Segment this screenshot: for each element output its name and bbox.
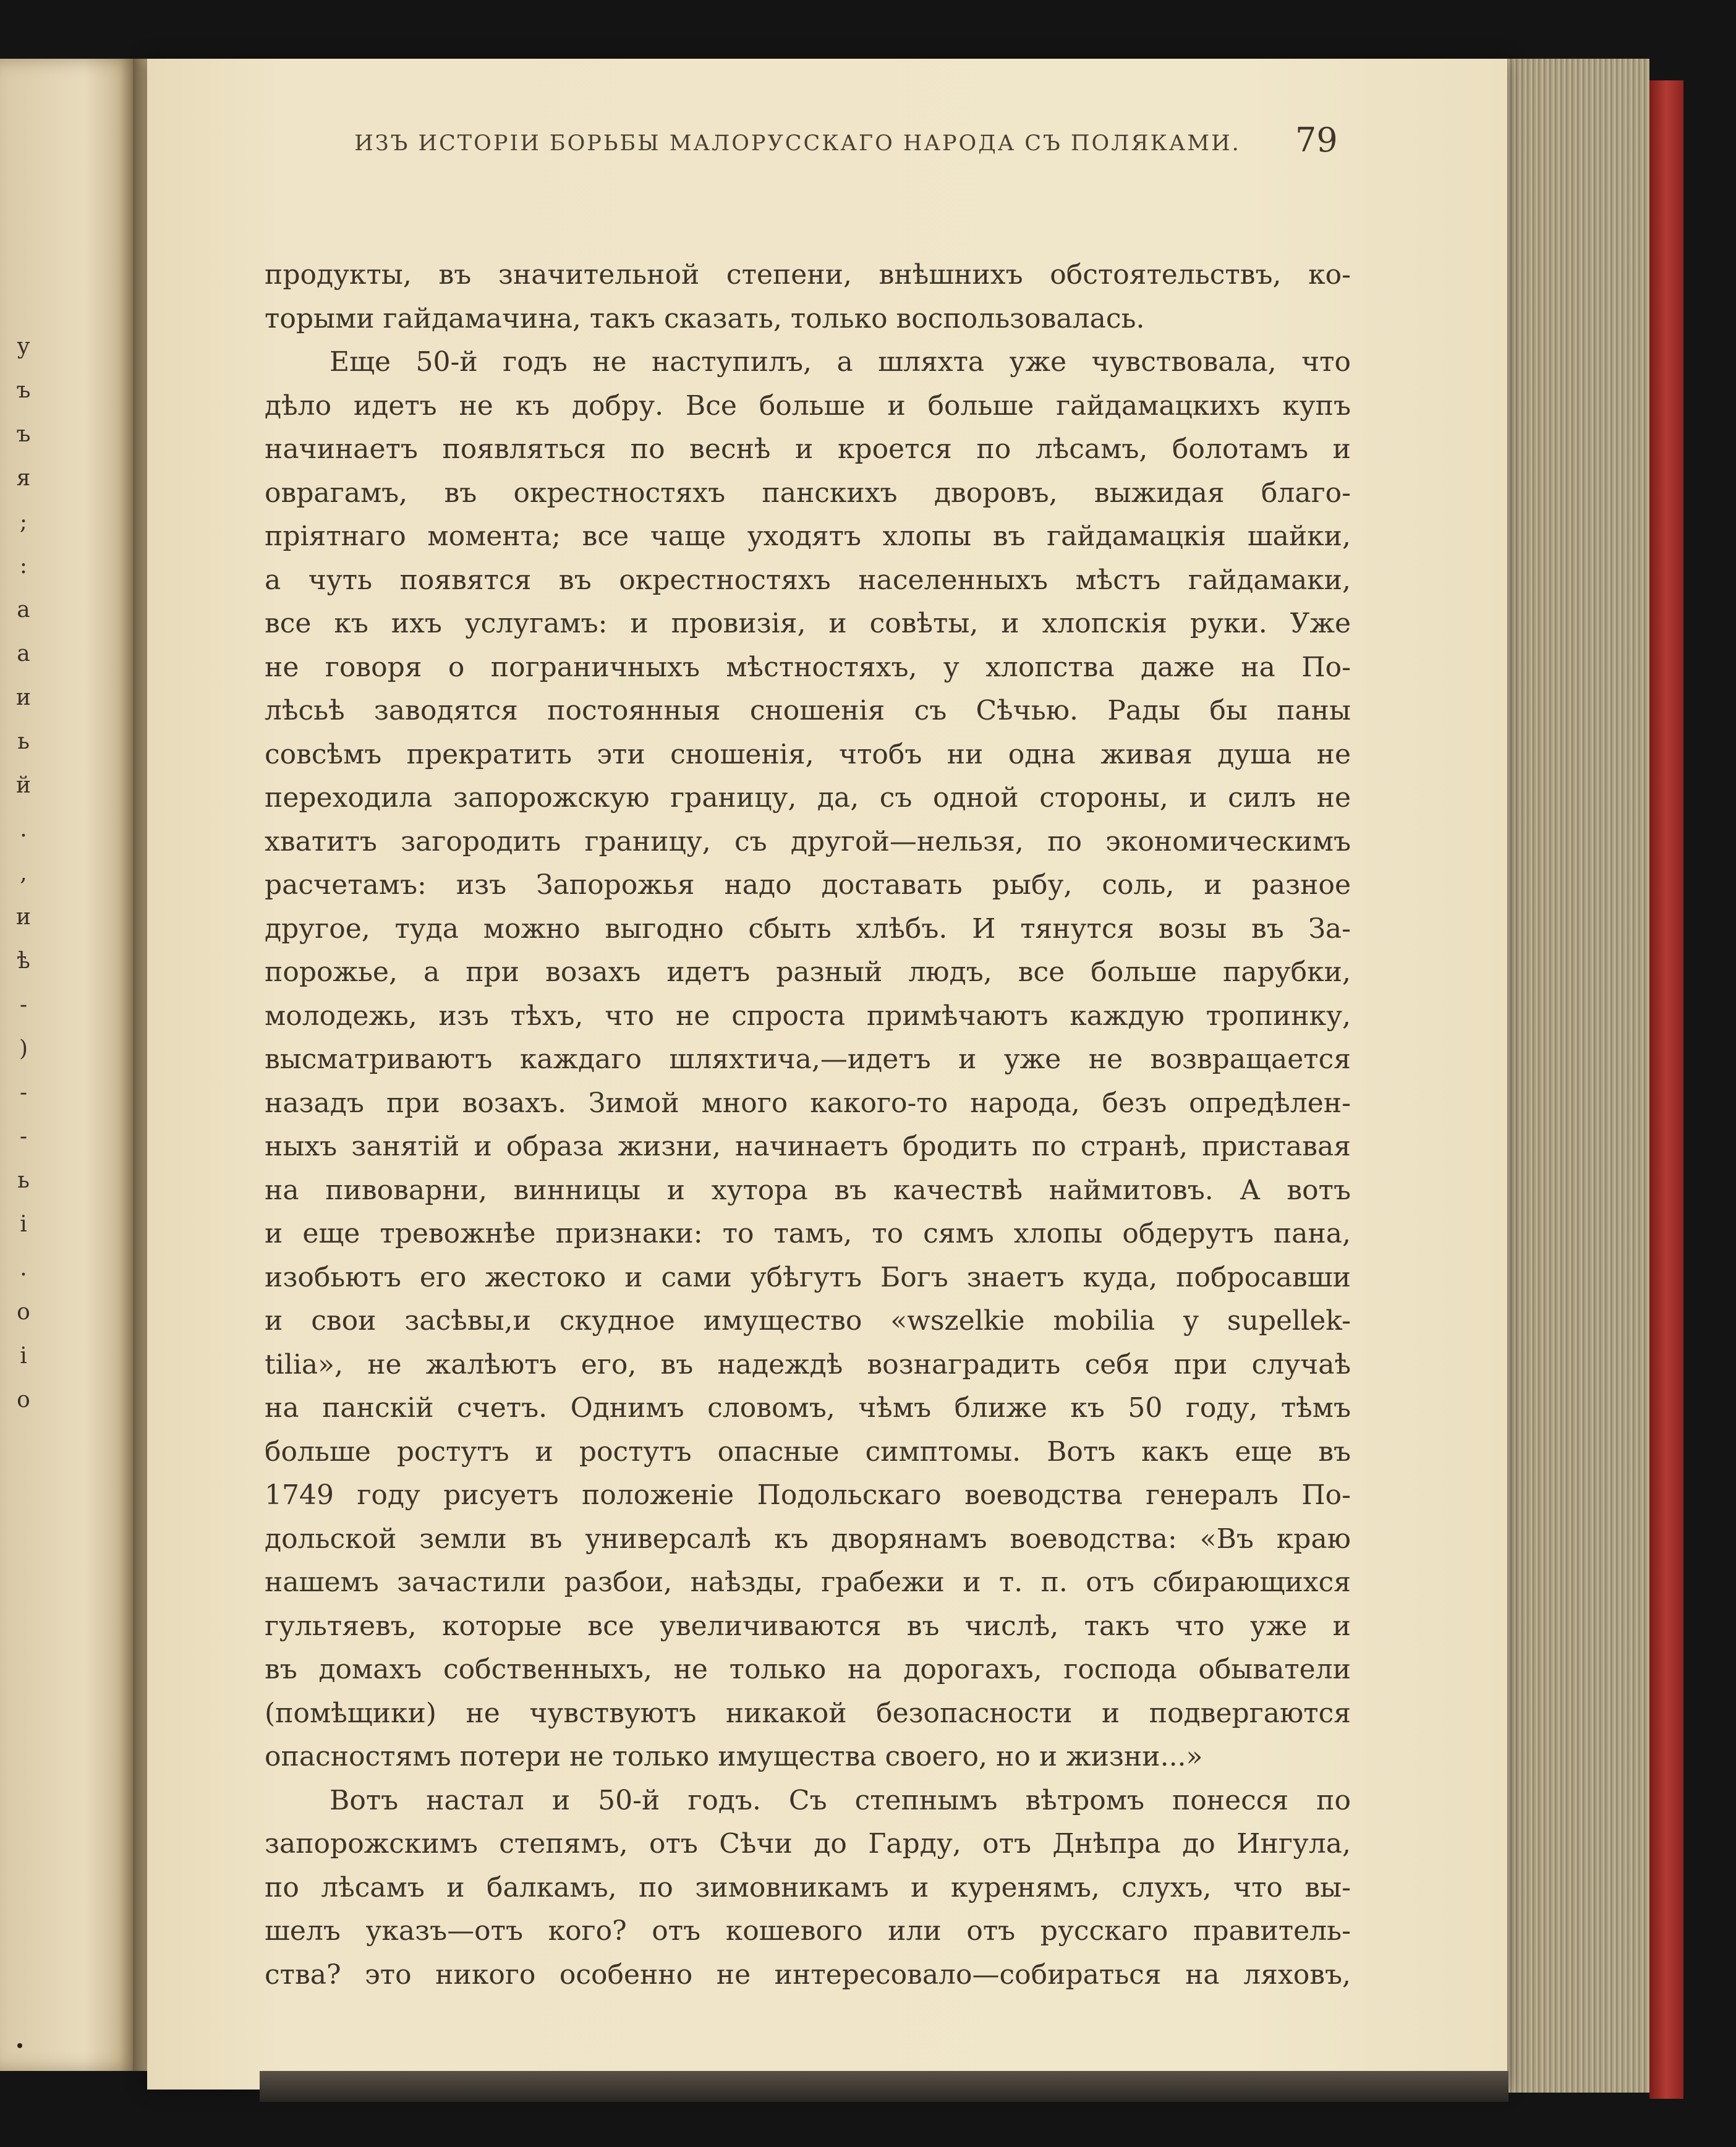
text-line: хватитъ загородить границу, съ другой—нельзя, по экономическимъ <box>265 825 1351 857</box>
text-line: изобьютъ его жестоко и сами убѣгутъ Богъ знаетъ куда, побросавши <box>265 1261 1351 1293</box>
text-line: запорожскимъ степямъ, отъ Сѣчи до Гарду, отъ Днѣпра до Ингула, <box>265 1828 1351 1860</box>
text-line: tilia», не жалѣютъ его, въ надеждѣ вознаградить себя при случаѣ <box>265 1348 1351 1380</box>
left-glyph: о <box>17 1387 30 1413</box>
paper-speck <box>17 2043 22 2048</box>
text-line: переходила запорожскую границу, да, съ одной стороны, и силъ не <box>265 782 1351 814</box>
left-glyph: ) <box>19 1036 28 1061</box>
text-line: торыми гайдамачина, такъ сказать, только воспользовалась. <box>265 302 1145 334</box>
left-glyph: і <box>20 1212 27 1237</box>
body-text <box>265 253 1351 1997</box>
left-page-edge <box>0 59 141 2071</box>
text-line: на пивоварни, винницы и хутора въ качествѣ наймитовъ. А вотъ <box>265 1174 1351 1206</box>
left-glyph: - <box>19 1080 28 1105</box>
left-glyph: и <box>16 685 31 710</box>
text-line: оврагамъ, въ окрестностяхъ панскихъ дворовъ, выжидая благо- <box>265 477 1351 509</box>
left-glyph: . <box>20 817 27 842</box>
left-glyph: і <box>20 1343 27 1369</box>
left-glyph: : <box>19 553 28 579</box>
left-glyph: . <box>20 1256 27 1281</box>
text-line: лѣсьѣ заводятся постоянныя сношенія съ Сѣчью. Рады бы паны <box>265 695 1351 726</box>
text-line: а чуть появятся въ окрестностяхъ населенныхъ мѣстъ гайдамаки, <box>265 564 1351 596</box>
left-glyph: - <box>19 992 28 1018</box>
left-glyph: , <box>20 861 27 886</box>
red-cover-edge <box>1649 80 1683 2099</box>
text-line: ныхъ занятій и образа жизни, начинаетъ бродить по странѣ, приставая <box>265 1131 1351 1162</box>
left-glyph: й <box>16 773 31 798</box>
text-line: на панскій счетъ. Однимъ словомъ, чѣмъ ближе къ 50 году, тѣмъ <box>265 1392 1351 1424</box>
left-glyph: у <box>17 334 30 359</box>
text-line: расчетамъ: изъ Запорожья надо доставать рыбу, соль, и разное <box>265 869 1351 901</box>
text-line: ства? это никого особенно не интересовало—собираться на ляховъ, <box>265 1958 1351 1991</box>
text-line: 1749 году рисуетъ положеніе Подольскаго воеводства генералъ По- <box>265 1479 1351 1511</box>
text-line: начинаетъ появляться по веснѣ и кроется по лѣсамъ, болотамъ и <box>265 433 1351 465</box>
text-line: гультяевъ, которые все увеличиваются въ числѣ, такъ что уже и <box>265 1610 1351 1642</box>
text-line: и еще тревожнѣе признаки: то тамъ, то сямъ хлопы обдерутъ пана, <box>265 1218 1351 1249</box>
text-line: не говоря о пограничныхъ мѣстностяхъ, у хлопства даже на По- <box>265 651 1351 683</box>
text-line: (помѣщики) не чувствуютъ никакой безопасности и подвергаются <box>265 1697 1351 1729</box>
text-line: больше ростутъ и ростутъ опасные симптомы. Вотъ какъ еще въ <box>265 1435 1351 1468</box>
text-line: дѣло идетъ не къ добру. Все больше и больше гайдамацкихъ купъ <box>265 389 1351 422</box>
left-glyph: о <box>17 1299 30 1325</box>
text-line: дольской земли въ универсалѣ къ дворянамъ воеводства: «Въ краю <box>265 1523 1351 1555</box>
left-glyph: ь <box>17 1168 30 1193</box>
left-glyph: ъ <box>16 422 31 447</box>
left-glyph: - <box>19 1124 28 1149</box>
text-line: продукты, въ значительной степени, внѣшнихъ обстоятельствъ, ко- <box>265 259 1351 291</box>
text-line: совсѣмъ прекратить эти сношенія, чтобъ ни одна живая душа не <box>265 738 1351 770</box>
page-block-fore-edge <box>1507 59 1649 2093</box>
text-line: другое, туда можно выгодно сбыть хлѣбъ. И тянутся возы въ За- <box>265 912 1351 945</box>
left-glyph: ; <box>19 509 28 535</box>
running-head: ИЗЪ ИСТОРІИ БОРЬБЫ МАЛОРУССКАГО НАРОДА СЪ ПОЛЯКАМИ. <box>354 131 1241 156</box>
left-glyph: ъ <box>16 378 31 403</box>
page-bottom-shadow <box>260 2071 1508 2102</box>
text-line: въ домахъ собственныхъ, не только на дорогахъ, господа обыватели <box>265 1654 1351 1685</box>
page-number: 79 <box>1295 121 1338 159</box>
left-glyph: а <box>17 597 30 623</box>
text-line: порожье, а при возахъ идетъ разный людъ, все больше парубки, <box>265 956 1351 988</box>
left-glyph: ѣ <box>17 948 30 974</box>
text-line: высматриваютъ каждаго шляхтича,—идетъ и уже не возвращается <box>265 1044 1351 1075</box>
text-line: и свои засѣвы,и скудное имущество «wszelkie mobilia y supellek- <box>265 1305 1351 1337</box>
text-line: Еще 50-й годъ не наступилъ, а шляхта уже чувствовала, что <box>330 346 1351 378</box>
text-line: нашемъ зачастили разбои, наѣзды, грабежи и т. п. отъ сбирающихся <box>265 1567 1351 1598</box>
text-line: шелъ указъ—отъ кого? отъ кошевого или отъ русскаго правитель- <box>265 1915 1351 1947</box>
text-line: молодежь, изъ тѣхъ, что не спроста примѣчаютъ каждую тропинку, <box>265 1000 1351 1032</box>
left-glyph: я <box>16 466 31 491</box>
text-line: назадъ при возахъ. Зимой много какого-то народа, безъ опредѣлен- <box>265 1087 1351 1119</box>
left-glyph: а <box>17 641 30 666</box>
text-line: по лѣсамъ и балкамъ, по зимовникамъ и куренямъ, слухъ, что вы- <box>265 1871 1351 1903</box>
left-glyph: и <box>16 904 31 930</box>
text-line: опасностямъ потери не только имущества своего, но и жизни...» <box>265 1741 1203 1772</box>
left-glyph: ь <box>17 729 30 754</box>
text-line: пріятнаго момента; все чаще уходятъ хлопы въ гайдамацкія шайки, <box>265 521 1351 552</box>
left-page-glyph-column <box>11 325 36 1422</box>
text-line: все къ ихъ услугамъ: и провизія, и совѣты, и хлопскія руки. Уже <box>265 608 1351 639</box>
text-line: Вотъ настал и 50-й годъ. Съ степнымъ вѣтромъ понесся по <box>330 1784 1351 1816</box>
